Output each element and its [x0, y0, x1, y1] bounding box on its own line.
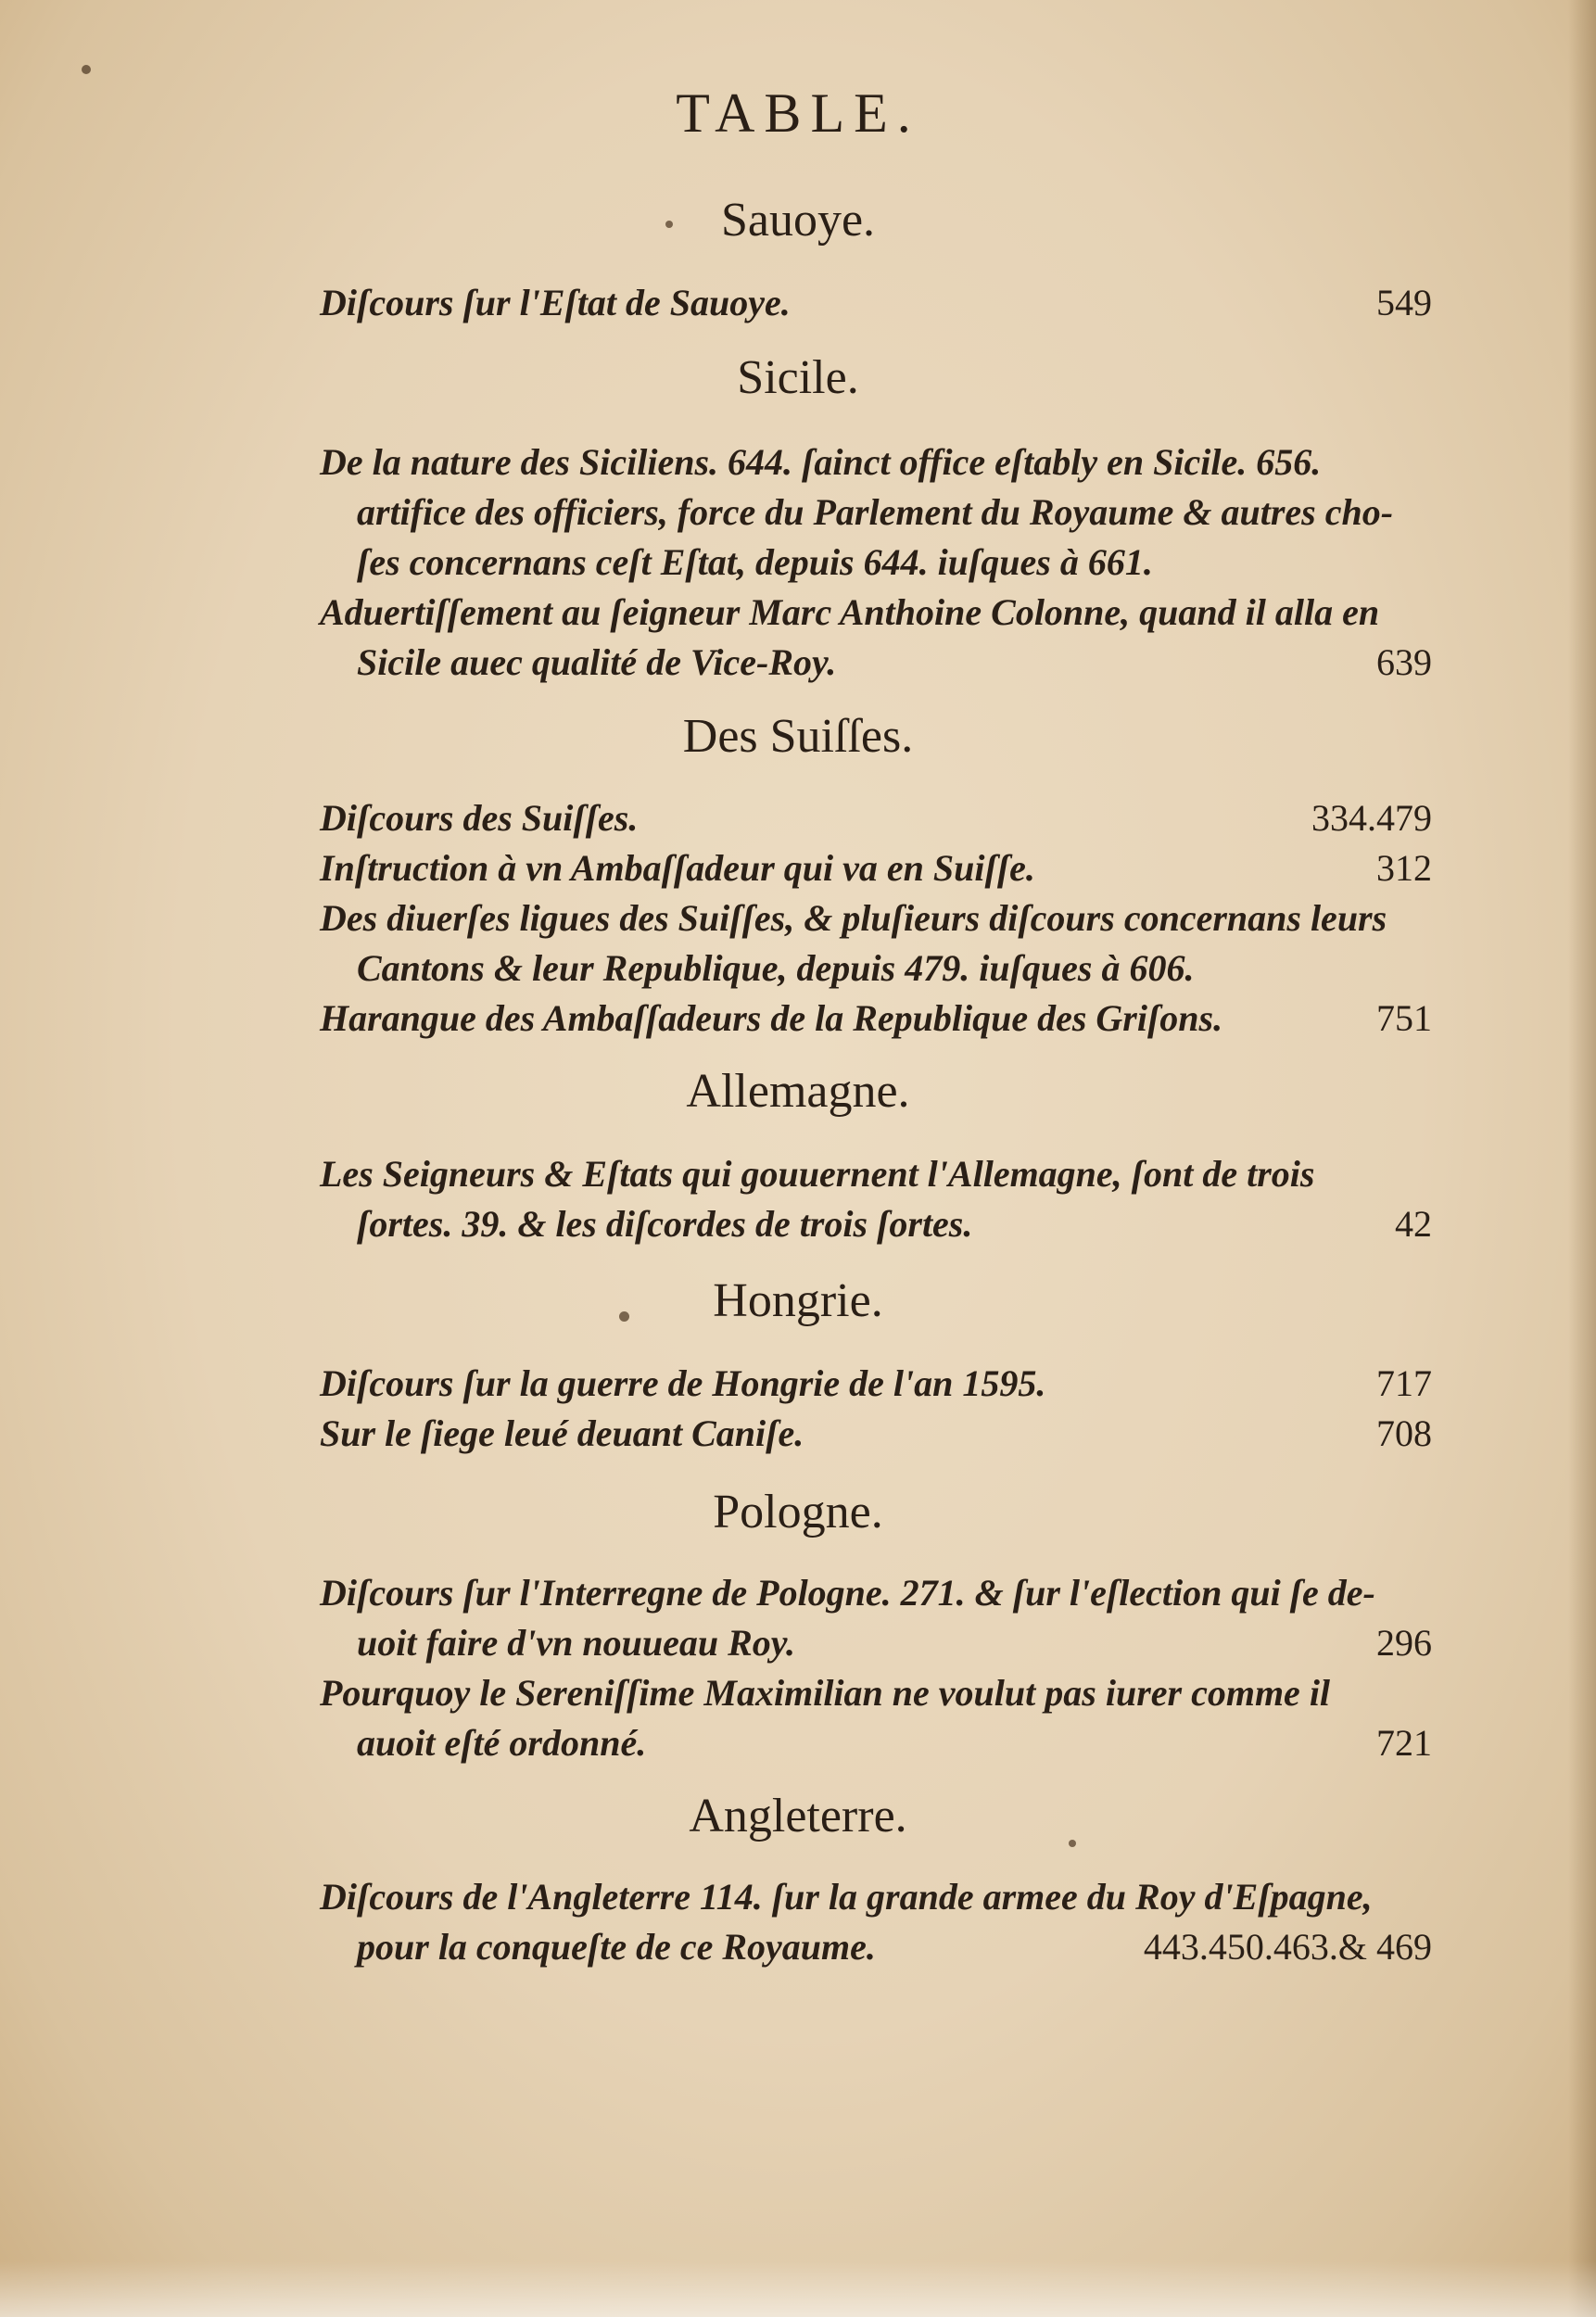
entry-pologne-1	[320, 1568, 1432, 1668]
entry-text: Les Seigneurs & Eſtats qui gouuernent l'Allemagne, ſont de trois	[320, 1153, 1315, 1195]
section-title-suisses: Des Suiſſes.	[682, 710, 914, 763]
entry-suisses-3	[320, 893, 1432, 994]
entry-text: Harangue des Ambaſſadeurs de la Republique des Griſons.	[320, 997, 1223, 1039]
page-title: TABLE.	[676, 82, 920, 144]
entry-allemagne-1	[320, 1149, 1432, 1249]
page-number: 751	[1376, 997, 1432, 1039]
section-title-sicile: Sicile.	[737, 351, 859, 404]
section-title-pologne: Pologne.	[713, 1486, 883, 1538]
page-number: 549	[1376, 282, 1432, 323]
page-number: 708	[1376, 1412, 1432, 1454]
section-title-hongrie: Hongrie.	[713, 1274, 883, 1327]
entry-text: Des diuerſes ligues des Suiſſes, & pluſieurs diſcours concernans leurs	[320, 897, 1387, 939]
entry-text: Aduertiſſement au ſeigneur Marc Anthoine Colonne, quand il alla en	[320, 591, 1380, 633]
section-title-allemagne: Allemagne.	[686, 1065, 910, 1118]
page-number: 312	[1376, 847, 1432, 889]
entry-sauoye-1	[320, 278, 1432, 328]
entry-angleterre-1	[320, 1872, 1432, 1972]
page-edge-shadow	[1568, 0, 1596, 2317]
entry-text: Inſtruction à vn Ambaſſadeur qui va en Suiſſe.	[320, 847, 1035, 889]
entry-sicile-2	[320, 588, 1432, 688]
entry-sicile-1	[320, 437, 1432, 588]
entry-text: auoit eſté ordonné.	[357, 1722, 647, 1764]
entry-text: Diſcours ſur la guerre de Hongrie de l'an 1595.	[320, 1362, 1046, 1404]
section-title-angleterre: Angleterre.	[689, 1790, 907, 1842]
entry-suisses-1	[320, 793, 1432, 843]
entry-text: Diſcours ſur l'Interregne de Pologne. 271. & ſur l'eſlection qui ſe de-	[320, 1572, 1375, 1614]
page-number: 721	[1376, 1722, 1432, 1764]
page-number: 42	[1395, 1203, 1432, 1245]
page-number: 296	[1376, 1622, 1432, 1664]
entry-suisses-4	[320, 994, 1432, 1044]
entry-hongrie-2	[320, 1409, 1432, 1459]
entry-text: uoit faire d'vn nouueau Roy.	[357, 1622, 796, 1664]
entry-text: ſes concernans ceſt Eſtat, depuis 644. iuſques à 661.	[357, 541, 1153, 583]
entry-text: ſortes. 39. & les diſcordes de trois ſortes.	[357, 1203, 973, 1245]
page-number: 639	[1376, 641, 1432, 683]
entry-text: Pourquoy le Sereniſſime Maximilian ne voulut pas iurer comme il	[320, 1672, 1331, 1714]
entry-text: pour la conqueſte de ce Royaume.	[357, 1926, 876, 1968]
entry-suisses-2	[320, 843, 1432, 893]
entry-text: Sur le ſiege leué deuant Caniſe.	[320, 1412, 804, 1454]
entry-text: De la nature des Siciliens. 644. ſainct office eſtably en Sicile. 656.	[320, 441, 1322, 483]
section-title-sauoye: Sauoye.	[720, 194, 876, 247]
page-bottom-margin	[0, 2261, 1596, 2317]
page-number: 334.479	[1311, 797, 1432, 839]
entry-pologne-2	[320, 1668, 1432, 1768]
entry-text: Diſcours des Suiſſes.	[320, 797, 639, 839]
entry-text: Diſcours de l'Angleterre 114. ſur la grande armee du Roy d'Eſpagne,	[320, 1876, 1373, 1918]
page-number: 717	[1376, 1362, 1432, 1404]
entry-hongrie-1	[320, 1359, 1432, 1409]
entry-text: Cantons & leur Republique, depuis 479. iuſques à 606.	[357, 947, 1195, 989]
entry-text: Sicile auec qualité de Vice-Roy.	[357, 641, 837, 683]
entry-text: artifice des officiers, force du Parlement du Royaume & autres cho-	[357, 491, 1394, 533]
entry-text: Diſcours ſur l'Eſtat de Sauoye.	[320, 282, 791, 323]
ink-spot	[82, 65, 91, 74]
page-number: 443.450.463.& 469	[1143, 1926, 1432, 1968]
